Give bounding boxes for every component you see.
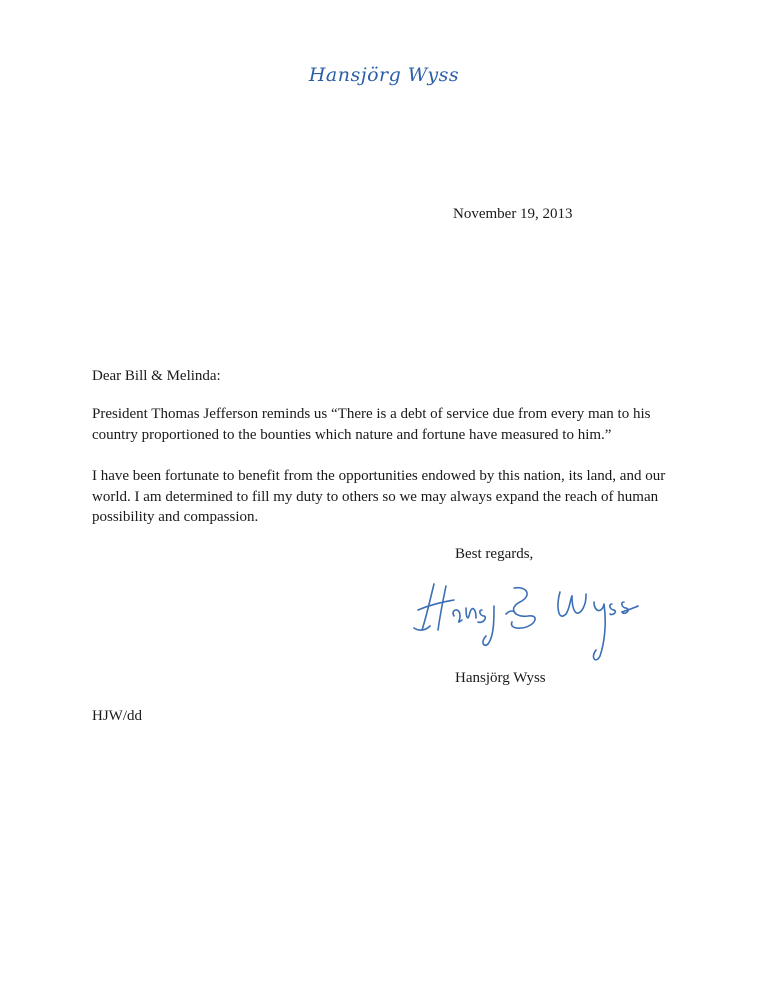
signer-name: Hansjörg Wyss [455,670,546,686]
paragraph-commitment [92,466,692,528]
letter-date: November 19, 2013 [453,206,573,222]
paragraph-line: I have been fortunate to benefit from the opportunities endowed by this nation, its land, and our [92,468,666,484]
paragraph-jefferson-quote [92,404,692,445]
paragraph-line: President Thomas Jefferson reminds us “There is a debt of service due from every man to his [92,406,651,422]
letterhead: Hansjörg Wyss [308,64,460,86]
salutation: Dear Bill & Melinda: [92,368,221,384]
handwritten-signature [410,570,640,670]
paragraph-line: possibility and compassion. [92,509,259,525]
paragraph-line: country proportioned to the bounties which nature and fortune have measured to him.” [92,426,612,443]
paragraph-line: world. I am determined to fill my duty to others so we may always expand the reach of human [92,488,659,505]
reference-initials: HJW/dd [92,708,142,724]
closing: Best regards, [455,546,534,562]
